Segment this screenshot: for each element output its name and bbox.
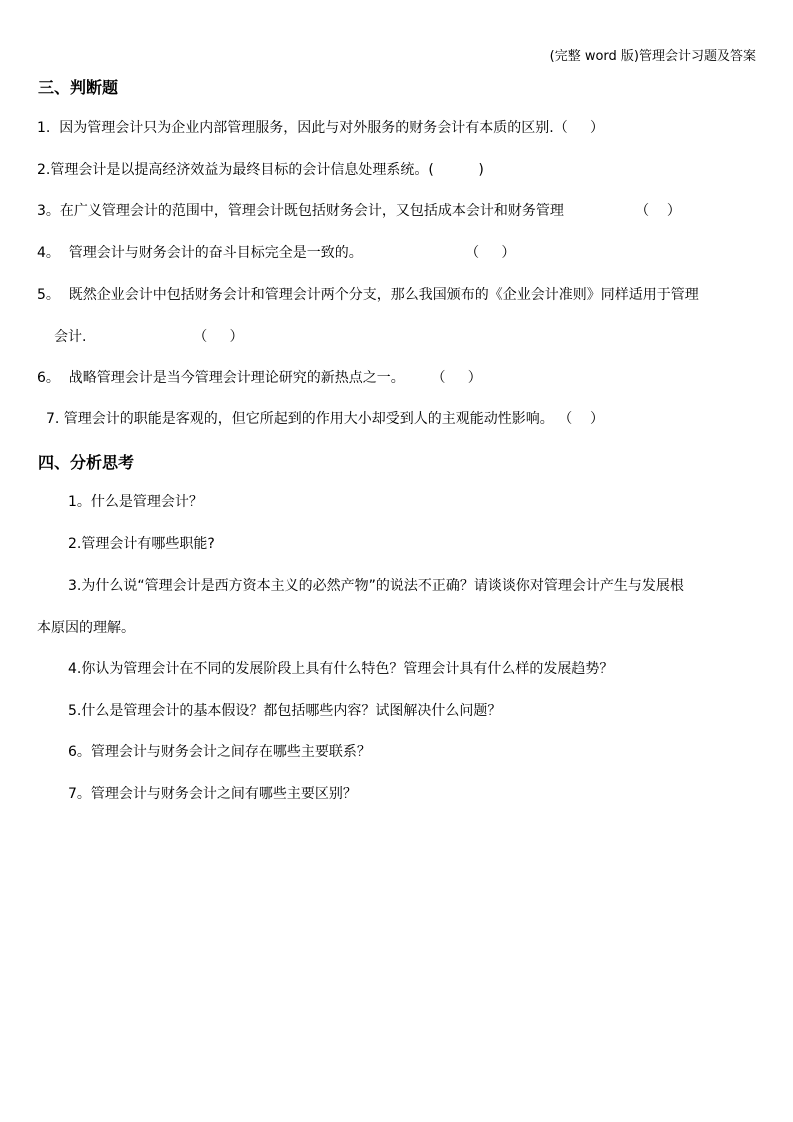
judgment-item-6: 6。 战略管理会计是当今管理会计理论研究的新热点之一。 （ ）: [37, 370, 482, 386]
judgment-item-4: 4。 管理会计与财务会计的奋斗目标完全是一致的。 （ ）: [37, 245, 516, 261]
section-heading-judgment: 三、判断题: [38, 78, 119, 97]
analysis-item-1: 1。什么是管理会计？: [68, 494, 203, 510]
analysis-item-4: 4.你认为管理会计在不同的发展阶段上具有什么特色？管理会计具有什么样的发展趋势？: [68, 661, 614, 677]
section-heading-analysis: 四、分析思考: [38, 453, 135, 472]
document-header-title: (完整 word 版)管理会计习题及答案: [549, 49, 756, 64]
judgment-item-5: 5。 既然企业会计中包括财务会计和管理会计两个分支，那么我国颁布的《企业会计准则》同样适用于管理: [37, 287, 699, 303]
judgment-item-7: 7. 管理会计的职能是客观的，但它所起到的作用大小却受到人的主观能动性影响。 （ ）: [46, 411, 605, 427]
judgment-item-1: 1. 因为管理会计只为企业内部管理服务，因此与对外服务的财务会计有本质的区别.（ ）: [37, 120, 604, 136]
judgment-item-5-continued: 会计. （ ）: [54, 329, 244, 345]
analysis-item-3: 3.为什么说“管理会计是西方资本主义的必然产物”的说法不正确？请谈谈你对管理会计产生与发展根: [68, 578, 684, 594]
analysis-item-6: 6。管理会计与财务会计之间存在哪些主要联系？: [68, 744, 371, 760]
analysis-item-5: 5.什么是管理会计的基本假设？都包括哪些内容？试图解决什么问题？: [68, 703, 502, 719]
judgment-item-3: 3。在广义管理会计的范围中，管理会计既包括财务会计，又包括成本会计和财务管理 （ ）: [37, 203, 681, 219]
analysis-item-3-continued: 本原因的理解。: [37, 620, 135, 636]
analysis-item-7: 7。管理会计与财务会计之间有哪些主要区别？: [68, 786, 357, 802]
judgment-item-2: 2.管理会计是以提高经济效益为最终目标的会计信息处理系统。( ): [37, 162, 484, 178]
analysis-item-2: 2.管理会计有哪些职能?: [68, 536, 215, 552]
